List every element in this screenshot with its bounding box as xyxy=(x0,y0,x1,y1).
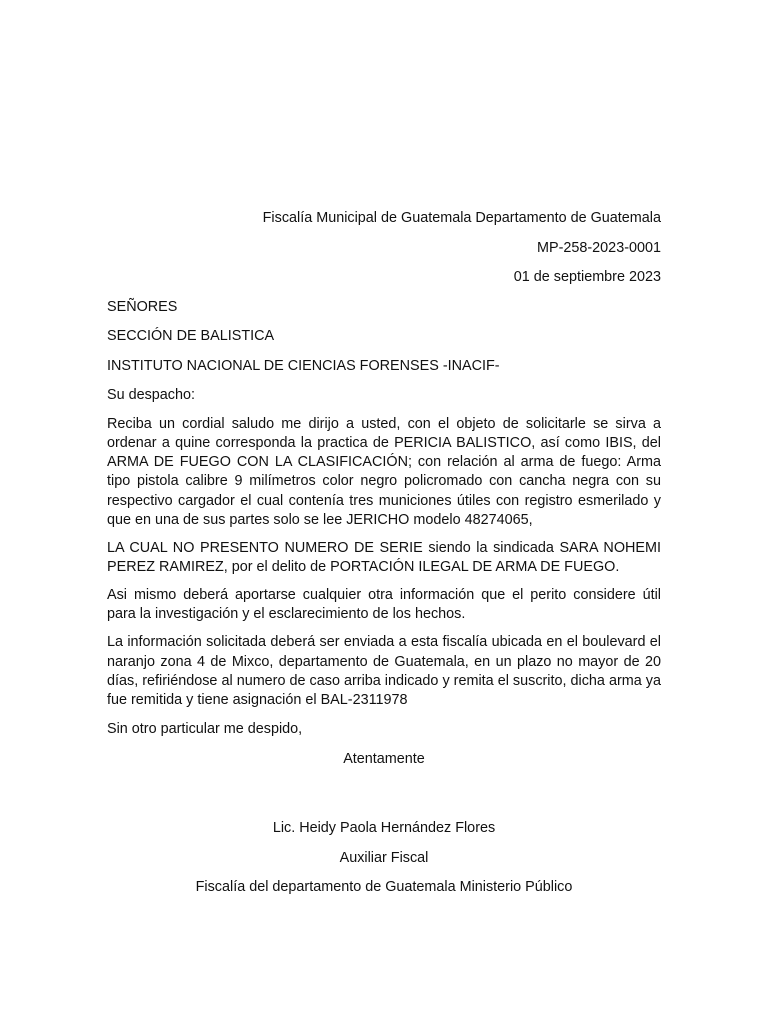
recipient-institution: INSTITUTO NACIONAL DE CIENCIAS FORENSES -INACIF- xyxy=(107,357,500,374)
body-paragraph-1: Reciba un cordial saludo me dirijo a usted, con el objeto de solicitarle se sirva a ordenar a quine corresponda la practica de PERICIA BALISTICO, así como IBIS, del ARMA DE FUEGO CON LA CLASIFICACIÓN; con relación al arma de fuego: Arma tipo pistola calibre 9 milímetros color negro policromado con cancha negra con su respectivo cargador el cual contenía tres municiones útiles con registro esmerilado y que en una de sus partes solo se lee JERICHO modelo 48274065, xyxy=(107,415,661,528)
recipient-salutation: SEÑORES xyxy=(107,298,178,315)
body-paragraph-2: LA CUAL NO PRESENTO NUMERO DE SERIE siendo la sindicada SARA NOHEMI PEREZ RAMIREZ, por el delito de PORTACIÓN ILEGAL DE ARMA DE FUEGO. xyxy=(107,539,661,576)
recipient-office: Su despacho: xyxy=(107,387,196,403)
signature-space xyxy=(107,778,661,818)
signatory-title: Auxiliar Fiscal xyxy=(339,849,429,866)
body-paragraph-4: La información solicitada deberá ser enviada a esta fiscalía ubicada en el boulevard el naranjo zona 4 de Mixco, departamento de Guatemala, en un plazo no mayor de 20 días, refiriéndose al numero de caso arriba indicado y remita el suscrito, dicha arma ya fue remitida y tiene asignación el BAL-2311978 xyxy=(107,634,661,709)
closing-line: Sin otro particular me despido, xyxy=(107,721,303,738)
body-paragraph-3: Asi mismo deberá aportarse cualquier otra información que el perito considere útil para la investigación y el esclarecimiento de los hechos. xyxy=(107,587,661,623)
signatory-office: Fiscalía del departamento de Guatemala Ministerio Público xyxy=(195,879,573,896)
signatory-name: Lic. Heidy Paola Hernández Flores xyxy=(272,820,496,837)
letter-date: 01 de septiembre 2023 xyxy=(513,269,661,285)
case-number: MP-258-2023-0001 xyxy=(537,239,661,256)
recipient-section: SECCIÓN DE BALISTICA xyxy=(107,328,275,344)
header-office: Fiscalía Municipal de Guatemala Departamento de Guatemala xyxy=(262,210,661,226)
letter-document xyxy=(107,208,661,907)
signature-farewell: Atentamente xyxy=(343,750,425,767)
